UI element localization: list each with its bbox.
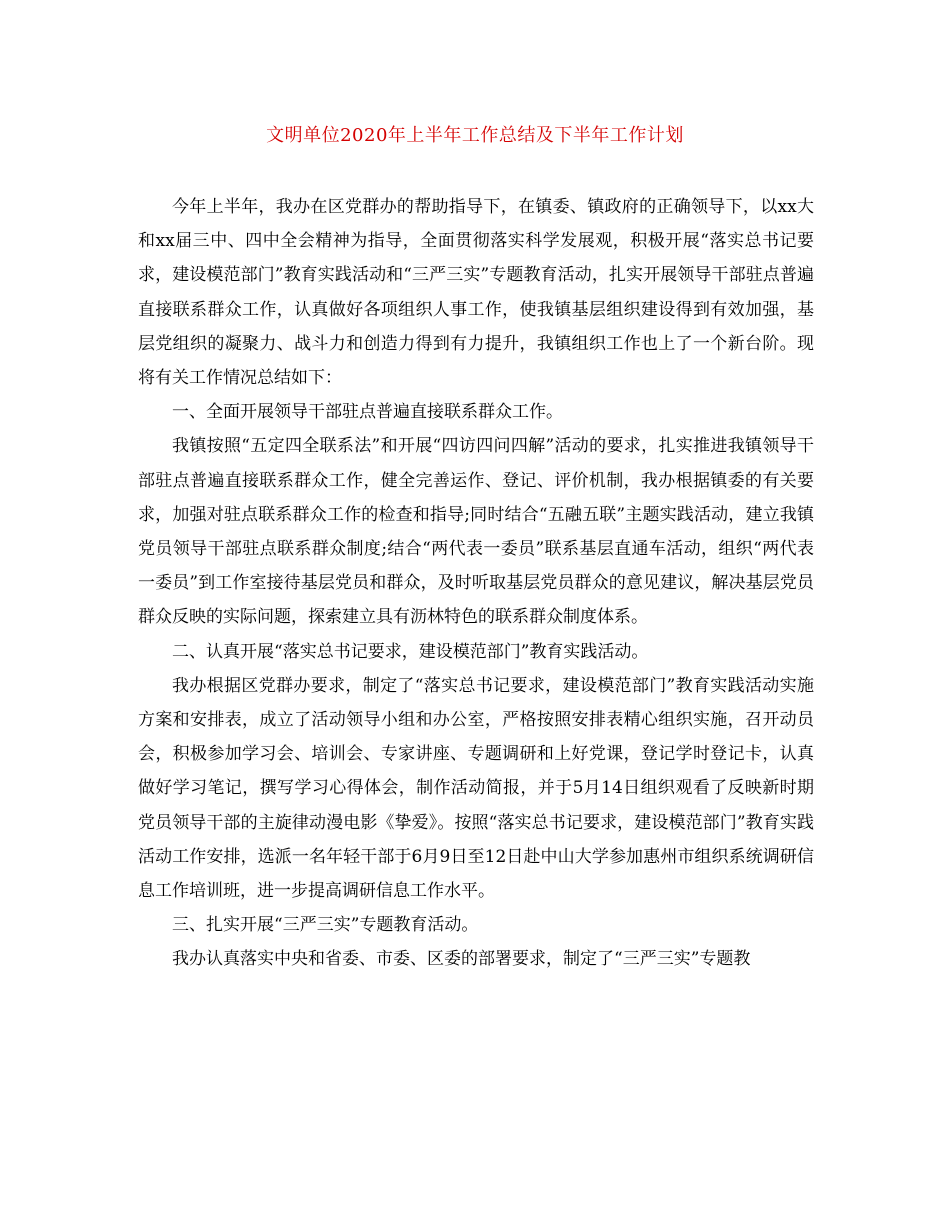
paragraph-section-2: 我办根据区党群办要求，制定了“落实总书记要求，建设模范部门”教育实践活动实施方案和安排表，成立了活动领导小组和办公室，严格按照安排表精心组织实施，召开动员会，积极参加学习会、培训会、专家讲座、专题调研和上好党课，登记学时登记卡，认真做好学习笔记，撰写学习心得体会，制作活动简报，并于5月14日组织观看了反映新时期党员领导干部的主旋律动漫电影《挚爱》。按照“落实总书记要求，建设模范部门”教育实践活动工作安排，选派一名年轻干部于6月9日至12日赴中山大学参加惠州市组织系统调研信息工作培训班，进一步提高调研信息工作水平。 bbox=[138, 675, 814, 902]
paragraph-section-3: 我办认真落实中央和省委、市委、区委的部署要求，制定了“三严三实”专题教 bbox=[172, 949, 751, 970]
section-heading-1: 一、全面开展领导干部驻点普遍直接联系群众工作。 bbox=[172, 402, 563, 423]
section-heading-2: 二、认真开展“落实总书记要求，建设模范部门”教育实践活动。 bbox=[172, 641, 649, 662]
document-body bbox=[138, 190, 814, 977]
paragraph-intro: 今年上半年，我办在区党群办的帮助指导下，在镇委、镇政府的正确领导下，以xx大和xx届三中、四中全会精神为指导，全面贯彻落实科学发展观，积极开展“落实总书记要求，建设模范部门”教育实践活动和“三严三实”专题教育活动，扎实开展领导干部驻点普遍直接联系群众工作，认真做好各项组织人事工作，使我镇基层组织建设得到有效加强，基层党组织的凝聚力、战斗力和创造力得到有力提升，我镇组织工作也上了一个新台阶。现将有关工作情况总结如下： bbox=[138, 197, 814, 389]
document-title: 文明单位2020年上半年工作总结及下半年工作计划 bbox=[266, 125, 684, 146]
paragraph-section-1: 我镇按照“五定四全联系法”和开展“四访四问四解”活动的要求，扎实推进我镇领导干部驻点普遍直接联系群众工作，健全完善运作、登记、评价机制，我办根据镇委的有关要求，加强对驻点联系群众工作的检查和指导;同时结合“五融五联”主题实践活动，建立我镇党员领导干部驻点联系群众制度;结合“两代表一委员”联系基层直通车活动，组织“两代表一委员”到工作室接待基层党员和群众，及时听取基层党员群众的意见建议，解决基层党员群众反映的实际问题，探索建立具有沥林特色的联系群众制度体系。 bbox=[138, 436, 814, 628]
section-heading-3: 三、扎实开展“三严三实”专题教育活动。 bbox=[172, 915, 479, 936]
